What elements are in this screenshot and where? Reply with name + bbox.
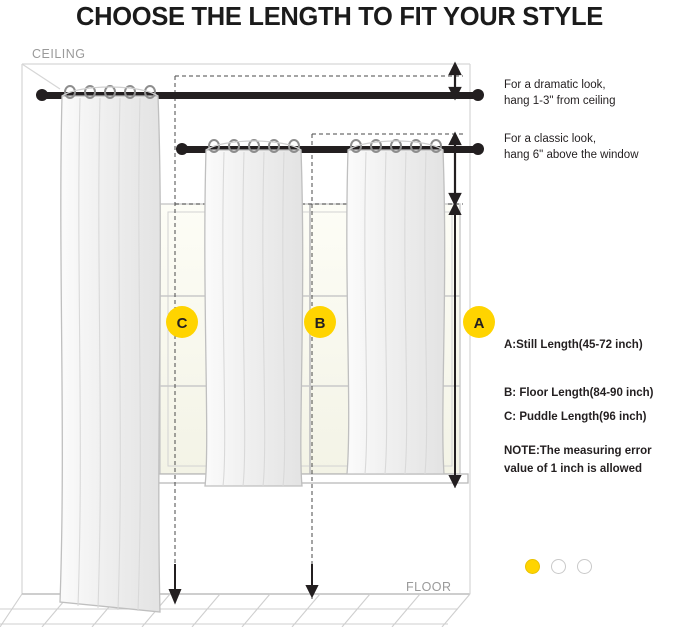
curtain-panel-a: [347, 140, 445, 474]
pagination-dots[interactable]: [525, 559, 592, 574]
page-title: CHOOSE THE LENGTH TO FIT YOUR STYLE: [76, 3, 603, 31]
arrow-length-c: [170, 564, 180, 602]
svg-text:C: C: [176, 315, 188, 332]
callout-classic-line2: hang 6" above the window: [504, 149, 639, 161]
marker-c: [166, 306, 198, 338]
svg-text:A: A: [473, 315, 485, 332]
legend-item-a: A:Still Length(45-72 inch): [504, 339, 643, 351]
note-line1: NOTE:The measuring error: [504, 445, 652, 457]
arrow-classic: [450, 134, 460, 204]
diagram-svg: [0, 34, 679, 627]
svg-text:B: B: [314, 315, 326, 332]
pagination-dot-1[interactable]: [525, 559, 540, 574]
marker-a: [463, 306, 495, 338]
pagination-dot-2[interactable]: [551, 559, 566, 574]
legend-item-b: B: Floor Length(84-90 inch): [504, 387, 654, 399]
marker-b: [304, 306, 336, 338]
curtain-panel-b: [205, 140, 303, 486]
callout-dramatic-line1: For a dramatic look,: [504, 79, 606, 91]
floor-label: FLOOR: [406, 580, 452, 594]
arrow-length-b: [307, 564, 317, 596]
arrow-dramatic: [450, 64, 460, 98]
note-line2: value of 1 inch is allowed: [504, 463, 643, 475]
callout-dramatic-line2: hang 1-3" from ceiling: [504, 95, 616, 107]
legend-item-c: C: Puddle Length(96 inch): [504, 411, 647, 423]
curtain-length-diagram: [0, 34, 679, 627]
callout-classic-line1: For a classic look,: [504, 133, 597, 145]
ceiling-label: CEILING: [32, 47, 86, 61]
pagination-dot-3[interactable]: [577, 559, 592, 574]
curtain-panel-c: [60, 86, 160, 612]
